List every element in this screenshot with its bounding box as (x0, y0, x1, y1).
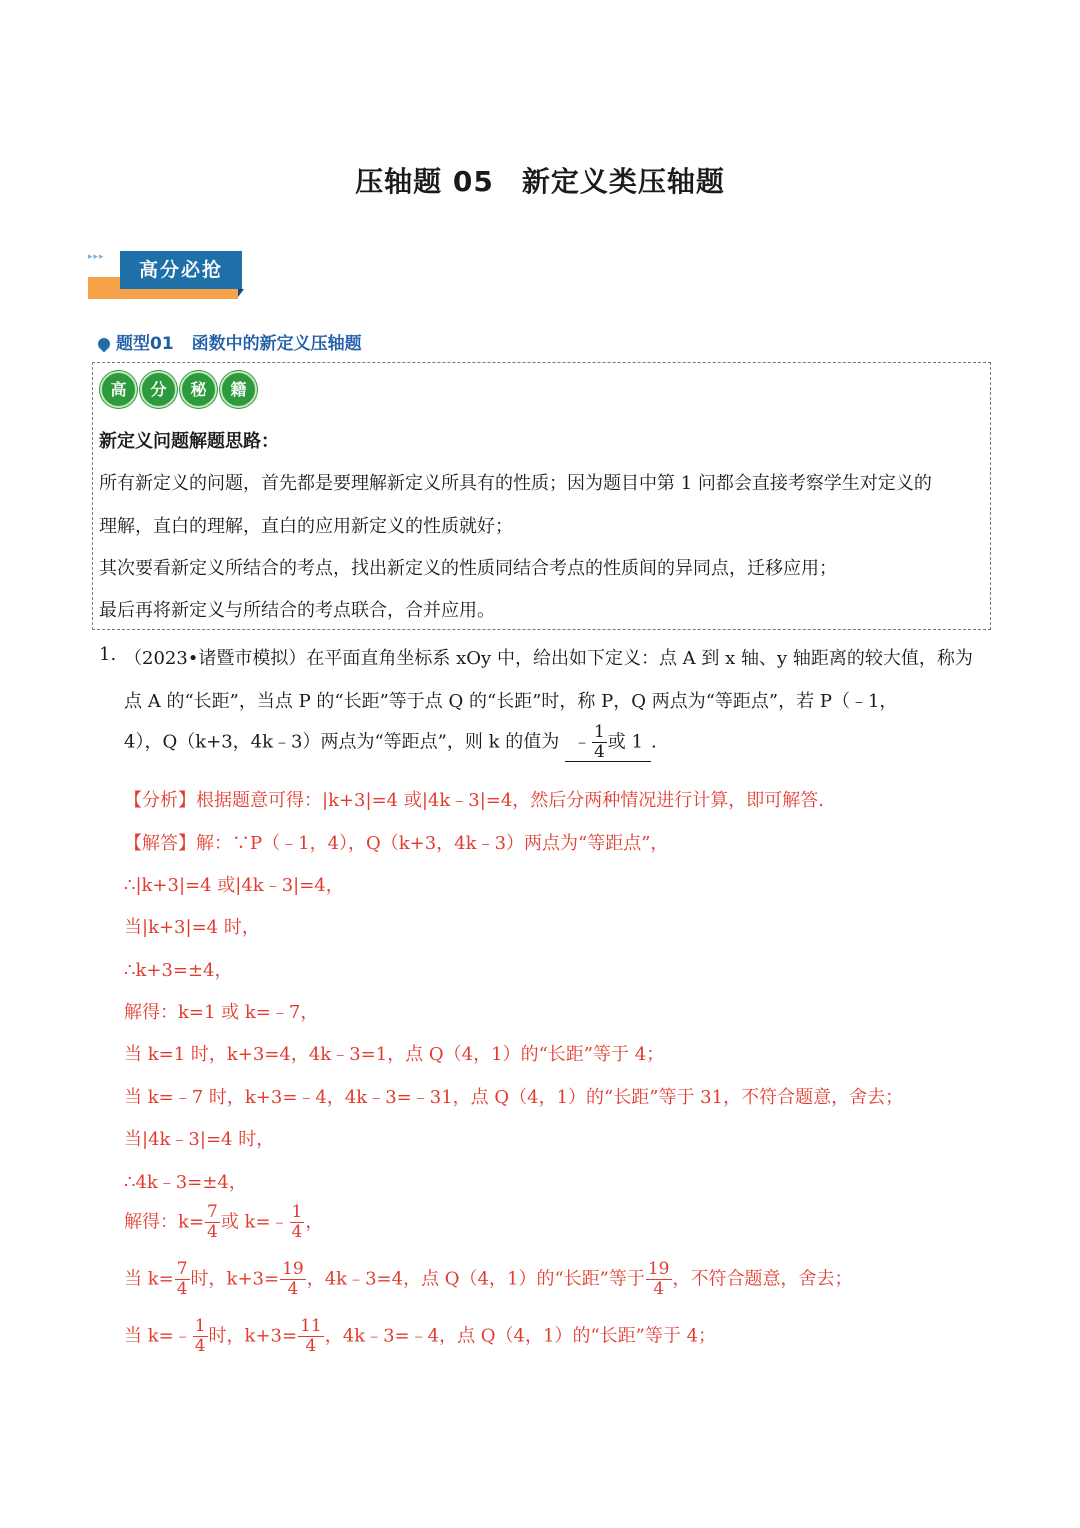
text-segment: 当 k= (124, 1268, 174, 1290)
fraction (290, 1204, 305, 1241)
numerator: 1 (194, 1316, 206, 1336)
badge-char: 籍 (220, 371, 257, 408)
tips-line: 其次要看新定义所结合的考点，找出新定义的性质同结合考点的性质间的异同点，迁移应用； (99, 558, 837, 579)
numerator: 19 (647, 1259, 670, 1279)
analysis-tag: 【分析】 (124, 790, 196, 811)
fraction (205, 1204, 220, 1241)
tips-badge (100, 371, 260, 408)
denominator: 4 (305, 1336, 317, 1356)
text-segment: ， (305, 1211, 324, 1233)
answer-rest: 或 1 (607, 731, 643, 753)
answer-period: . (650, 731, 657, 753)
solution-line: 当 k=﹣7 时，k+3=﹣4，4k﹣3=﹣31，点 Q（4，1）的“长距”等于 31，不符合题意，舍去； (124, 1087, 904, 1108)
problem-line: （2023•诸暨市模拟）在平面直角坐标系 xOy 中，给出如下定义：点 A 到 x 轴、y 轴距离的较大值，称为 (124, 648, 973, 669)
numerator: 1 (291, 1202, 303, 1222)
denominator: 4 (287, 1279, 299, 1299)
solution-line: 当 k=1 时，k+3=4，4k﹣3=1，点 Q（4，1）的“长距”等于 4； (124, 1044, 665, 1065)
analysis-text: 根据题意可得：|k+3|=4 或|4k﹣3|=4，然后分两种情况进行计算，即可解答. (196, 790, 825, 811)
text-segment: 解得：k= (124, 1211, 204, 1233)
denominator: 4 (653, 1279, 665, 1299)
badge-char: 高 (100, 371, 137, 408)
answer-sign: ﹣ (572, 731, 591, 753)
badge-char: 秘 (180, 371, 217, 408)
denominator: 4 (207, 1222, 218, 1242)
denominator: 4 (291, 1222, 303, 1242)
banner-arrows-icon: ▸▸▸ (88, 252, 105, 262)
title-part-2: 新定义类压轴题 (521, 165, 725, 198)
numerator: 7 (176, 1259, 188, 1279)
denominator: 4 (176, 1279, 188, 1299)
tips-line: 所有新定义的问题，首先都是要理解新定义所具有的性质；因为题目中第 1 问都会直接考察学生对定义的 (99, 473, 932, 494)
numerator: 7 (207, 1202, 218, 1222)
page-title (0, 160, 1080, 200)
solution-line: ∴k+3=±4， (124, 960, 233, 981)
fraction (646, 1261, 672, 1298)
section-banner: 高分必抢 (120, 251, 242, 289)
solution-line: ∴4k﹣3=±4， (124, 1172, 247, 1193)
tips-heading: 新定义问题解题思路： (99, 431, 279, 452)
numerator: 1 (593, 722, 605, 742)
fraction (280, 1261, 306, 1298)
badge-char: 分 (140, 371, 177, 408)
problem-line: 点 A 的“长距”，当点 P 的“长距”等于点 Q 的“长距”时，称 P，Q 两点为“等距点”，若 P（﹣1， (124, 691, 898, 712)
solution-line: 当|k+3|=4 时， (124, 917, 260, 938)
numerator: 11 (300, 1316, 322, 1336)
solution-line-fractions (124, 1261, 853, 1298)
solution-line: ∴|k+3|=4 或|4k﹣3|=4， (124, 875, 344, 896)
solution-line-fractions (124, 1318, 716, 1355)
text-segment: 当 k=﹣ (124, 1325, 192, 1347)
fraction (175, 1261, 190, 1298)
text-segment: 或 k=﹣ (220, 1211, 289, 1233)
tips-line: 理解，直白的理解，直白的应用新定义的性质就好； (99, 516, 513, 537)
text-segment: 时，k+3= (190, 1268, 280, 1290)
type-text: 函数中的新定义压轴题 (191, 334, 362, 354)
title-part-1: 压轴题 05 (355, 165, 494, 198)
fraction (298, 1318, 324, 1355)
solution-line-fractions (124, 1204, 323, 1241)
location-pin-icon (96, 336, 113, 353)
analysis-line (124, 786, 824, 812)
solution-tag: 【解答】 (124, 833, 196, 854)
text-segment: ，不符合题意，舍去； (672, 1268, 853, 1290)
text-segment: ，4k﹣3=4，点 Q（4，1）的“长距”等于 (306, 1268, 645, 1290)
type-prefix: 题型01 (116, 334, 174, 354)
question-type-heading (98, 329, 362, 354)
denominator: 4 (194, 1336, 206, 1356)
text-segment: ，4k﹣3=﹣4，点 Q（4，1）的“长距”等于 4； (324, 1325, 717, 1347)
solution-line: 解得：k=1 或 k=﹣7， (124, 1002, 319, 1023)
problem-line-answer (124, 724, 657, 762)
banner-fold (238, 289, 244, 297)
fraction (193, 1318, 208, 1355)
answer-fraction (592, 724, 607, 761)
solution-line: 当|4k﹣3|=4 时， (124, 1129, 275, 1150)
denominator: 4 (593, 742, 605, 762)
solution-line (124, 829, 668, 855)
tips-line: 最后再将新定义与所结合的考点联合，合并应用。 (99, 600, 495, 621)
text-segment: 时，k+3= (208, 1325, 298, 1347)
numerator: 19 (282, 1259, 304, 1279)
answer-blank (565, 724, 651, 762)
problem-number: 1. (99, 644, 117, 665)
problem-line: 4），Q（k+3，4k﹣3）两点为“等距点”，则 k 的值为 (124, 731, 560, 753)
solution-text: 解：∵P（﹣1，4），Q（k+3，4k﹣3）两点为“等距点”， (196, 833, 669, 854)
